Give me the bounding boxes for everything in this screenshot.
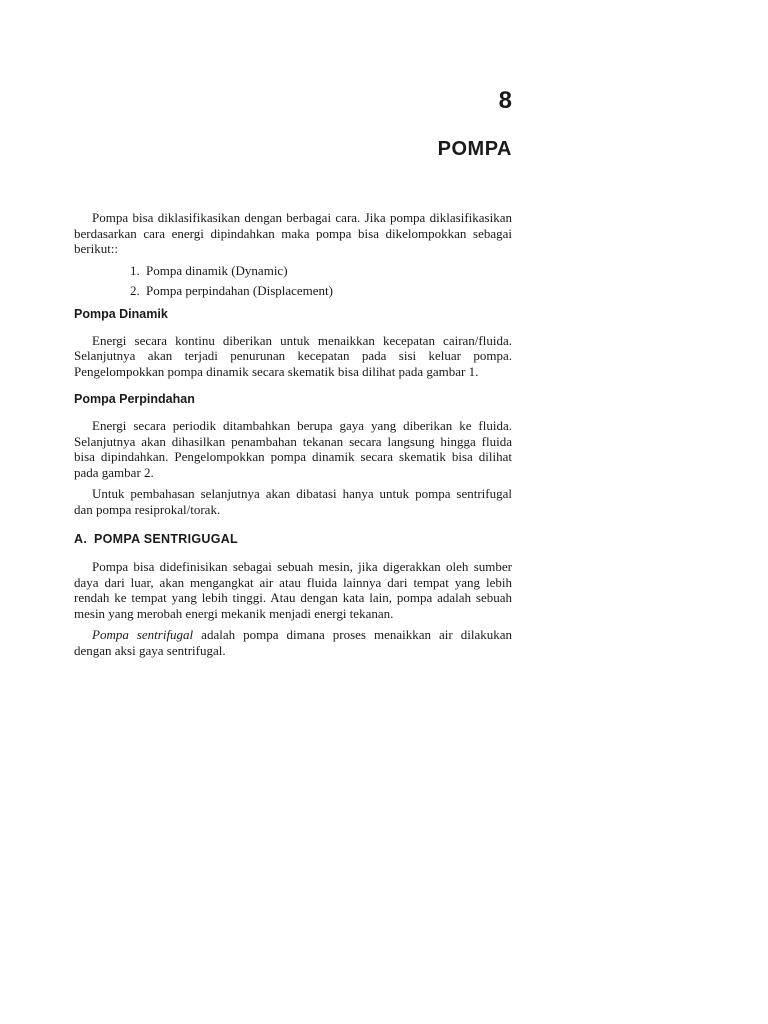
chapter-title: POMPA (437, 138, 512, 160)
section-title: POMPA SENTRIGUGAL (94, 532, 238, 546)
list-item: 1. Pompa dinamik (Dynamic) (143, 263, 512, 279)
section-a-paragraph-2 (74, 627, 512, 658)
heading-section-a (74, 531, 512, 547)
list-item: 2. Pompa perpindahan (Displacement) (143, 283, 512, 299)
heading-pompa-dinamik: Pompa Dinamik (74, 306, 168, 321)
intro-paragraph: Pompa bisa diklasifikasikan dengan berbagai cara. Jika pompa diklasifikasikan berdasarkan cara energi dipindahkan maka pompa bisa dikelompokkan sebagai berikut:: (74, 210, 512, 256)
italic-term: Pompa sentrifugal (92, 627, 194, 642)
document-body (74, 210, 512, 664)
pompa-perpindahan-paragraph-2: Untuk pembahasan selanjutnya akan dibatasi hanya untuk pompa sentrifugal dan pompa resiprokal/torak. (74, 486, 512, 517)
pompa-perpindahan-paragraph-1: Energi secara periodik ditambahkan berupa gaya yang diberikan ke fluida. Selanjutnya akan dihasilkan penambahan tekanan secara langsung hingga fluida bisa dipindahkan. Pengelompokkan pompa dinamik secara skematik bisa dilihat pada gambar 2. (74, 418, 512, 480)
chapter-number: 8 (498, 87, 512, 114)
pompa-dinamik-paragraph: Energi secara kontinu diberikan untuk menaikkan kecepatan cairan/fluida. Selanjutnya akan terjadi penurunan kecepatan pada sisi keluar pompa. Pengelompokkan pompa dinamik secara skematik bisa dilihat pada gambar 1. (74, 332, 512, 379)
section-a-paragraph-1: Pompa bisa didefinisikan sebagai sebuah mesin, jika digerakkan oleh sumber daya dari luar, akan mengangkat air atau fluida lainnya dari tempat yang lebih rendah ke tempat yang lebih tinggi. Atau dengan kata lain, pompa adalah sebuah mesin yang merobah energi mekanik menjadi energi tekanan. (74, 559, 512, 621)
pump-types-list (74, 263, 512, 299)
section-number: A. (74, 532, 88, 546)
heading-pompa-perpindahan: Pompa Perpindahan (74, 392, 195, 406)
paragraph-text: adalah pompa dimana proses menaikkan air dilakukan dengan aksi gaya sentrifugal. (74, 627, 512, 658)
